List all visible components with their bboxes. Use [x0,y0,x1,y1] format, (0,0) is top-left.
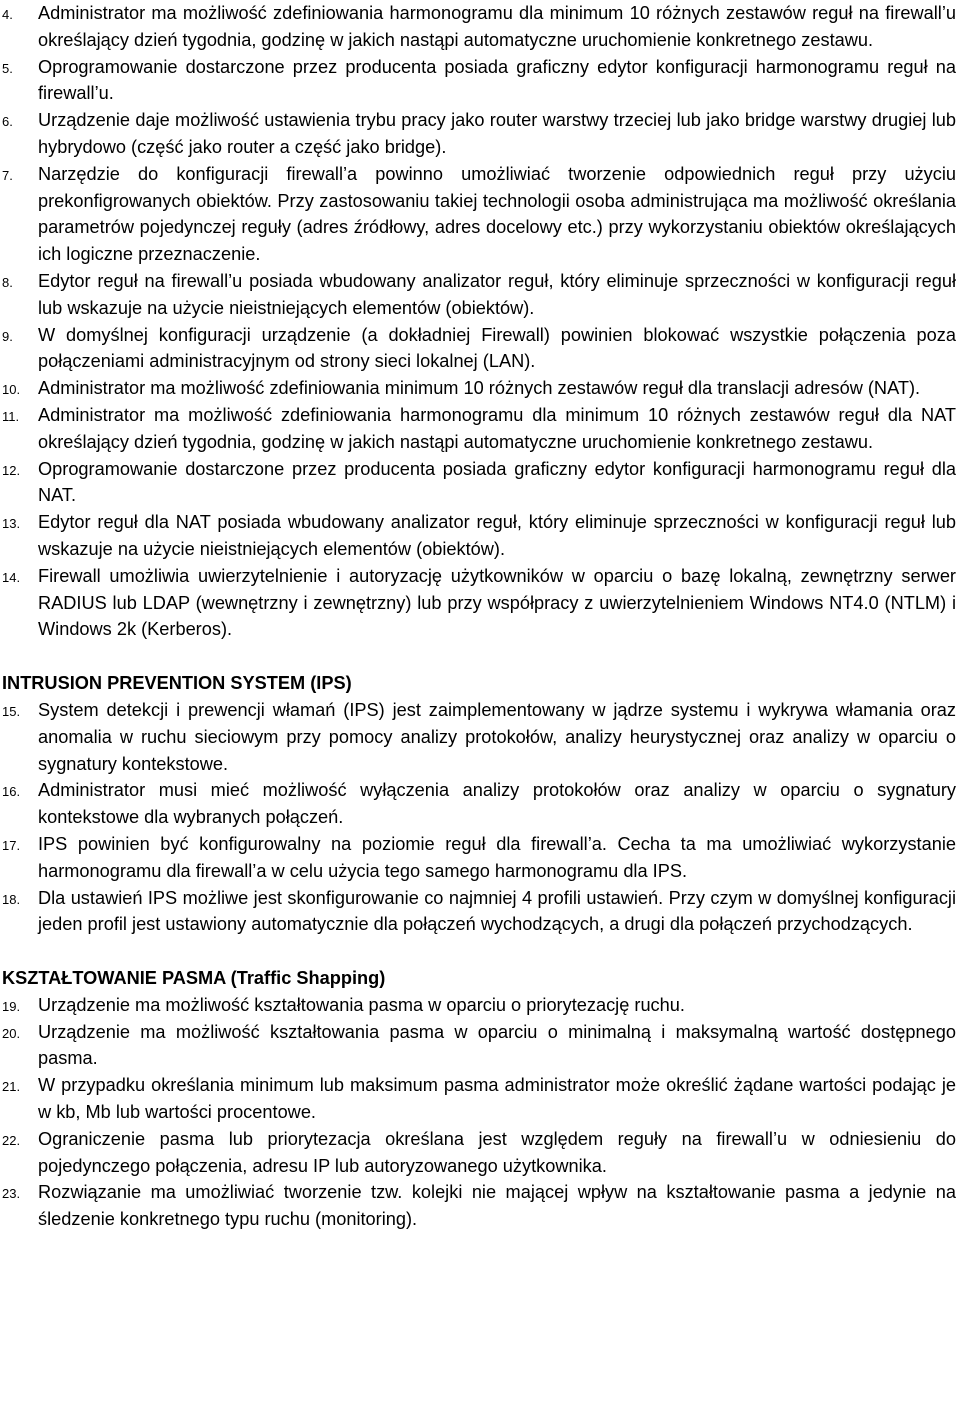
item-text: Administrator ma możliwość zdefiniowania harmonogramu dla minimum 10 różnych zestawów reguł na firewall’u określający dzień tygodnia, godzinę w jakich nastąpi automatyczne uruchomienie konkretnego zestawu. [38,3,956,50]
item-number: 9. [2,328,13,344]
item-text: System detekcji i prewencji włamań (IPS) jest zaimplementowany w jądrze systemu i wykrywa włamania oraz anomalia w ruchu sieciowym przy pomocy analizy protokołów, analizy heurystycznej oraz analizy w oparciu o sygnatury kontekstowe. [38,699,956,774]
list-item [0,885,960,939]
item-number: 17. [2,837,21,853]
item-number: 10. [2,382,21,398]
item-text: Administrator ma możliwość zdefiniowania harmonogramu dla minimum 10 różnych zestawów reguł dla NAT określający dzień tygodnia, godzinę w jakich nastąpi automatyczne uruchomienie konkretnego zestawu. [38,404,956,452]
item-number: 5. [2,60,13,76]
item-text: IPS powinien być konfigurowalny na poziomie reguł dla firewall’a. Cecha ta ma umożliwiać wykorzystanie harmonogramu dla firewall’a w celu użycia tego samego harmonogramu dla IPS. [38,833,956,881]
item-text: Firewall umożliwia uwierzytelnienie i autoryzację użytkowników w oparciu o bazę lokalną, zewnętrzny serwer RADIUS lub LDAP (wewnętrzny i zewnętrzny) lub przy współpracy z uwierzytelnieniem Windows NT4.0 (NTLM) i Windows 2k (Kerberos). [38,565,956,640]
list-item [0,0,960,54]
item-text: Rozwiązanie ma umożliwiać tworzenie tzw. kolejki nie mającej wpływ na kształtowanie pasma a jedynie na śledzenie konkretnego typu ruchu (monitoring). [38,1182,956,1230]
item-number: 22. [2,1132,21,1148]
list-item [0,161,960,268]
item-number: 4. [2,7,13,22]
list-item [0,107,960,161]
item-number: 11. [2,408,20,424]
list-item [0,268,960,322]
item-text: Narzędzie do konfiguracji firewall’a powinno umożliwiać tworzenie odpowiednich reguł przy użyciu prekonfigrowanych obiektów. Przy zastosowaniu takiej technologii osoba administrująca ma możliwość określania parametrów pojedynczej reguły (adres źródłowy, adres docelowy etc.) przy wykorzystaniu obiektów określających ich logiczne przeznaczenie. [38,163,956,265]
item-text: Administrator musi mieć możliwość wyłączenia analizy protokołów oraz analizy w oparciu o sygnatury kontekstowe dla wybranych połączeń. [38,780,956,828]
item-text: Dla ustawień IPS możliwe jest skonfigurowanie co najmniej 4 profili ustawień. Przy czym w domyślnej konfiguracji jeden profil jest ustawiony automatycznie dla połączeń wychodzących, a drugi dla połączeń przychodzących. [38,887,956,935]
list-item [0,992,960,1019]
item-number: 19. [2,998,21,1014]
list-item [0,402,960,456]
item-number: 12. [2,462,21,478]
item-text: Edytor reguł na firewall’u posiada wbudowany analizator reguł, który eliminuje sprzeczności w konfiguracji reguł lub wskazuje na użycie nieistniejących elementów (obiektów). [38,270,956,318]
list-item [0,509,960,563]
list-item [0,1179,960,1233]
list-item [0,1019,960,1073]
list-item [0,1072,960,1126]
requirements-list-ips [0,697,960,938]
item-number: 23. [2,1186,21,1202]
section-heading-ips: INTRUSION PREVENTION SYSTEM (IPS) [2,673,352,694]
item-text: Urządzenie ma możliwość kształtowania pasma w oparciu o priorytezację ruchu. [38,994,685,1015]
item-number: 15. [2,703,21,719]
list-item [0,375,960,402]
list-item [0,563,960,643]
item-text: Edytor reguł dla NAT posiada wbudowany analizator reguł, który eliminuje sprzeczności w konfiguracji reguł lub wskazuje na użycie nieistniejących elementów (obiektów). [38,512,956,559]
item-text: Administrator ma możliwość zdefiniowania minimum 10 różnych zestawów reguł dla translacji adresów (NAT). [38,378,921,399]
list-item [0,54,960,108]
item-number: 7. [2,167,13,183]
item-number: 8. [2,274,13,290]
item-text: Oprogramowanie dostarczone przez producenta posiada graficzny edytor konfiguracji harmonogramu reguł na firewall’u. [38,56,956,104]
item-text: W domyślnej konfiguracji urządzenie (a dokładniej Firewall) powinien blokować wszystkie połączenia poza połączeniami administracyjnym od strony sieci lokalnej (LAN). [38,324,956,372]
item-number: 13. [2,516,21,532]
section-heading-traffic-shaping: KSZTAŁTOWANIE PASMA (Traffic Shapping) [2,968,386,989]
item-number: 18. [2,891,21,907]
item-text: Oprogramowanie dostarczone przez producenta posiada graficzny edytor konfiguracji harmonogramu reguł dla NAT. [38,458,956,506]
requirements-list-firewall [0,0,960,643]
list-item [0,456,960,510]
item-text: Urządzenie ma możliwość kształtowania pasma w oparciu o minimalną i maksymalną wartość dostępnego pasma. [38,1021,956,1069]
list-item [0,322,960,376]
list-item [0,777,960,831]
requirements-list-traffic-shaping [0,992,960,1233]
item-number: 20. [2,1025,21,1041]
item-text: Urządzenie daje możliwość ustawienia trybu pracy jako router warstwy trzeciej lub jako bridge warstwy drugiej lub hybrydowo (część jako router a część jako bridge). [38,110,956,157]
list-item [0,697,960,777]
item-number: 6. [2,114,13,130]
item-number: 14. [2,569,21,585]
item-number: 21. [2,1079,21,1095]
list-item [0,1126,960,1180]
item-text: W przypadku określania minimum lub maksimum pasma administrator może określić żądane wartości podając je w kb, Mb lub wartości procentowe. [38,1075,956,1123]
item-text: Ograniczenie pasma lub priorytezacja określana jest względem reguły na firewall’u w odniesieniu do pojedynczego połączenia, adresu IP lub autoryzowanego użytkownika. [38,1128,956,1176]
item-number: 16. [2,784,21,800]
list-item [0,831,960,885]
